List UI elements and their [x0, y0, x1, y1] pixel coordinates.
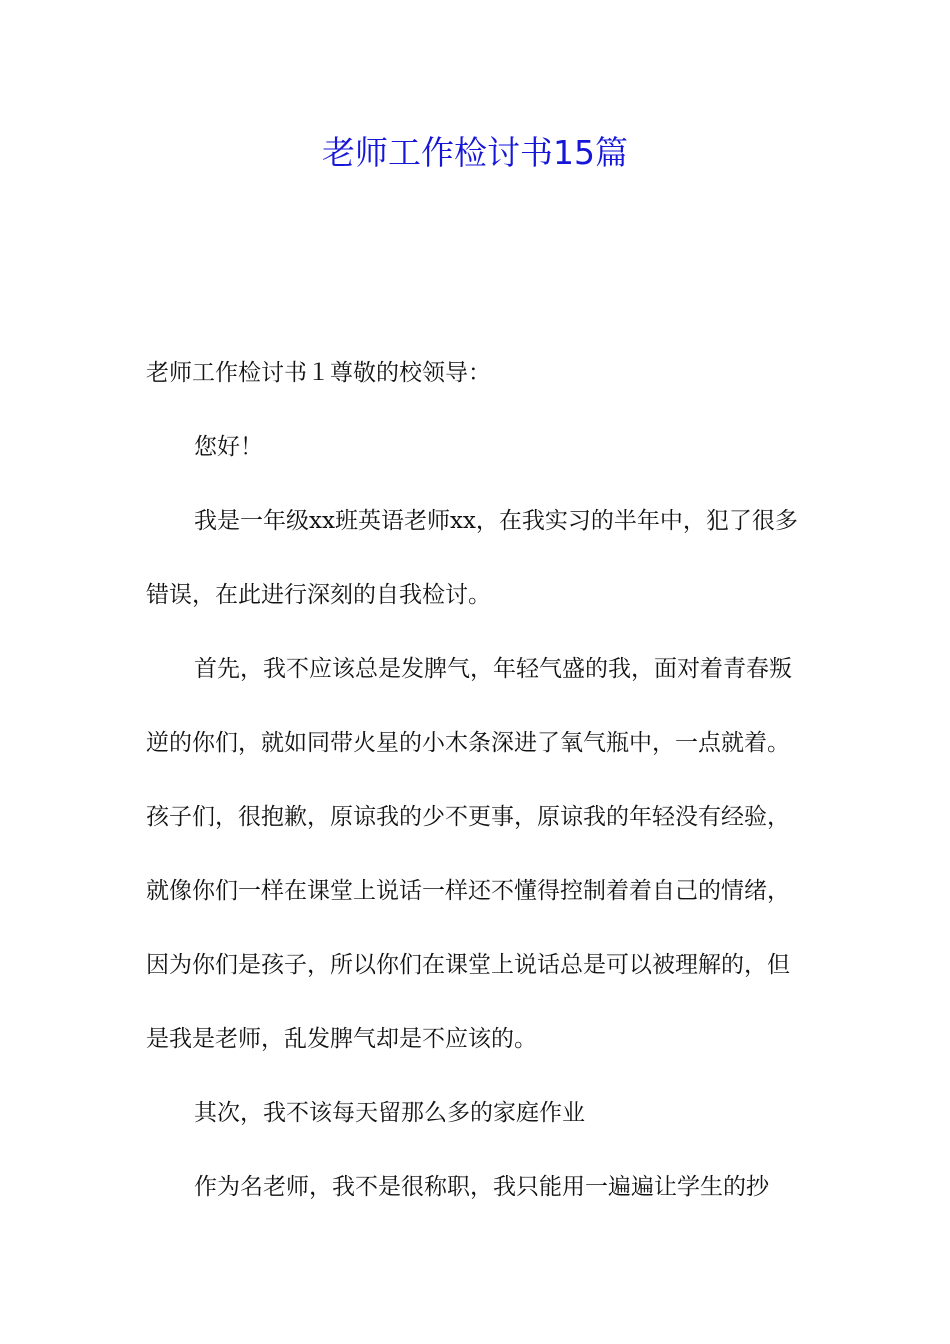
paragraph-second-point: 其次，我不该每天留那么多的家庭作业	[194, 1100, 585, 1126]
paragraph-third-point: 作为名老师，我不是很称职，我只能用一遍遍让学生的抄	[194, 1174, 769, 1200]
paragraph-salutation: 老师工作检讨书１尊敬的校领导：	[146, 360, 491, 386]
paragraph-first-point: 首先，我不应该总是发脾气，年轻气盛的我，面对着青春叛逆的你们，就如同带火星的小木条深进了氧气瓶中，一点就着。孩子们，很抱歉，原谅我的少不更事，原谅我的年轻没有经验，就像你们一样在课堂上说话一样还不懂得控制着着自己的情绪，因为你们是孩子，所以你们在课堂上说话总是可以被理解的，但是我是老师，乱发脾气却是不应该的。	[146, 656, 792, 1052]
paragraph-greeting: 您好！	[194, 434, 263, 460]
paragraph-intro: 我是一年级xx班英语老师xx，在我实习的半年中，犯了很多错误，在此进行深刻的自我检讨。	[146, 508, 798, 608]
document-title: 老师工作检讨书15篇	[322, 133, 628, 172]
document-body	[146, 336, 810, 1224]
